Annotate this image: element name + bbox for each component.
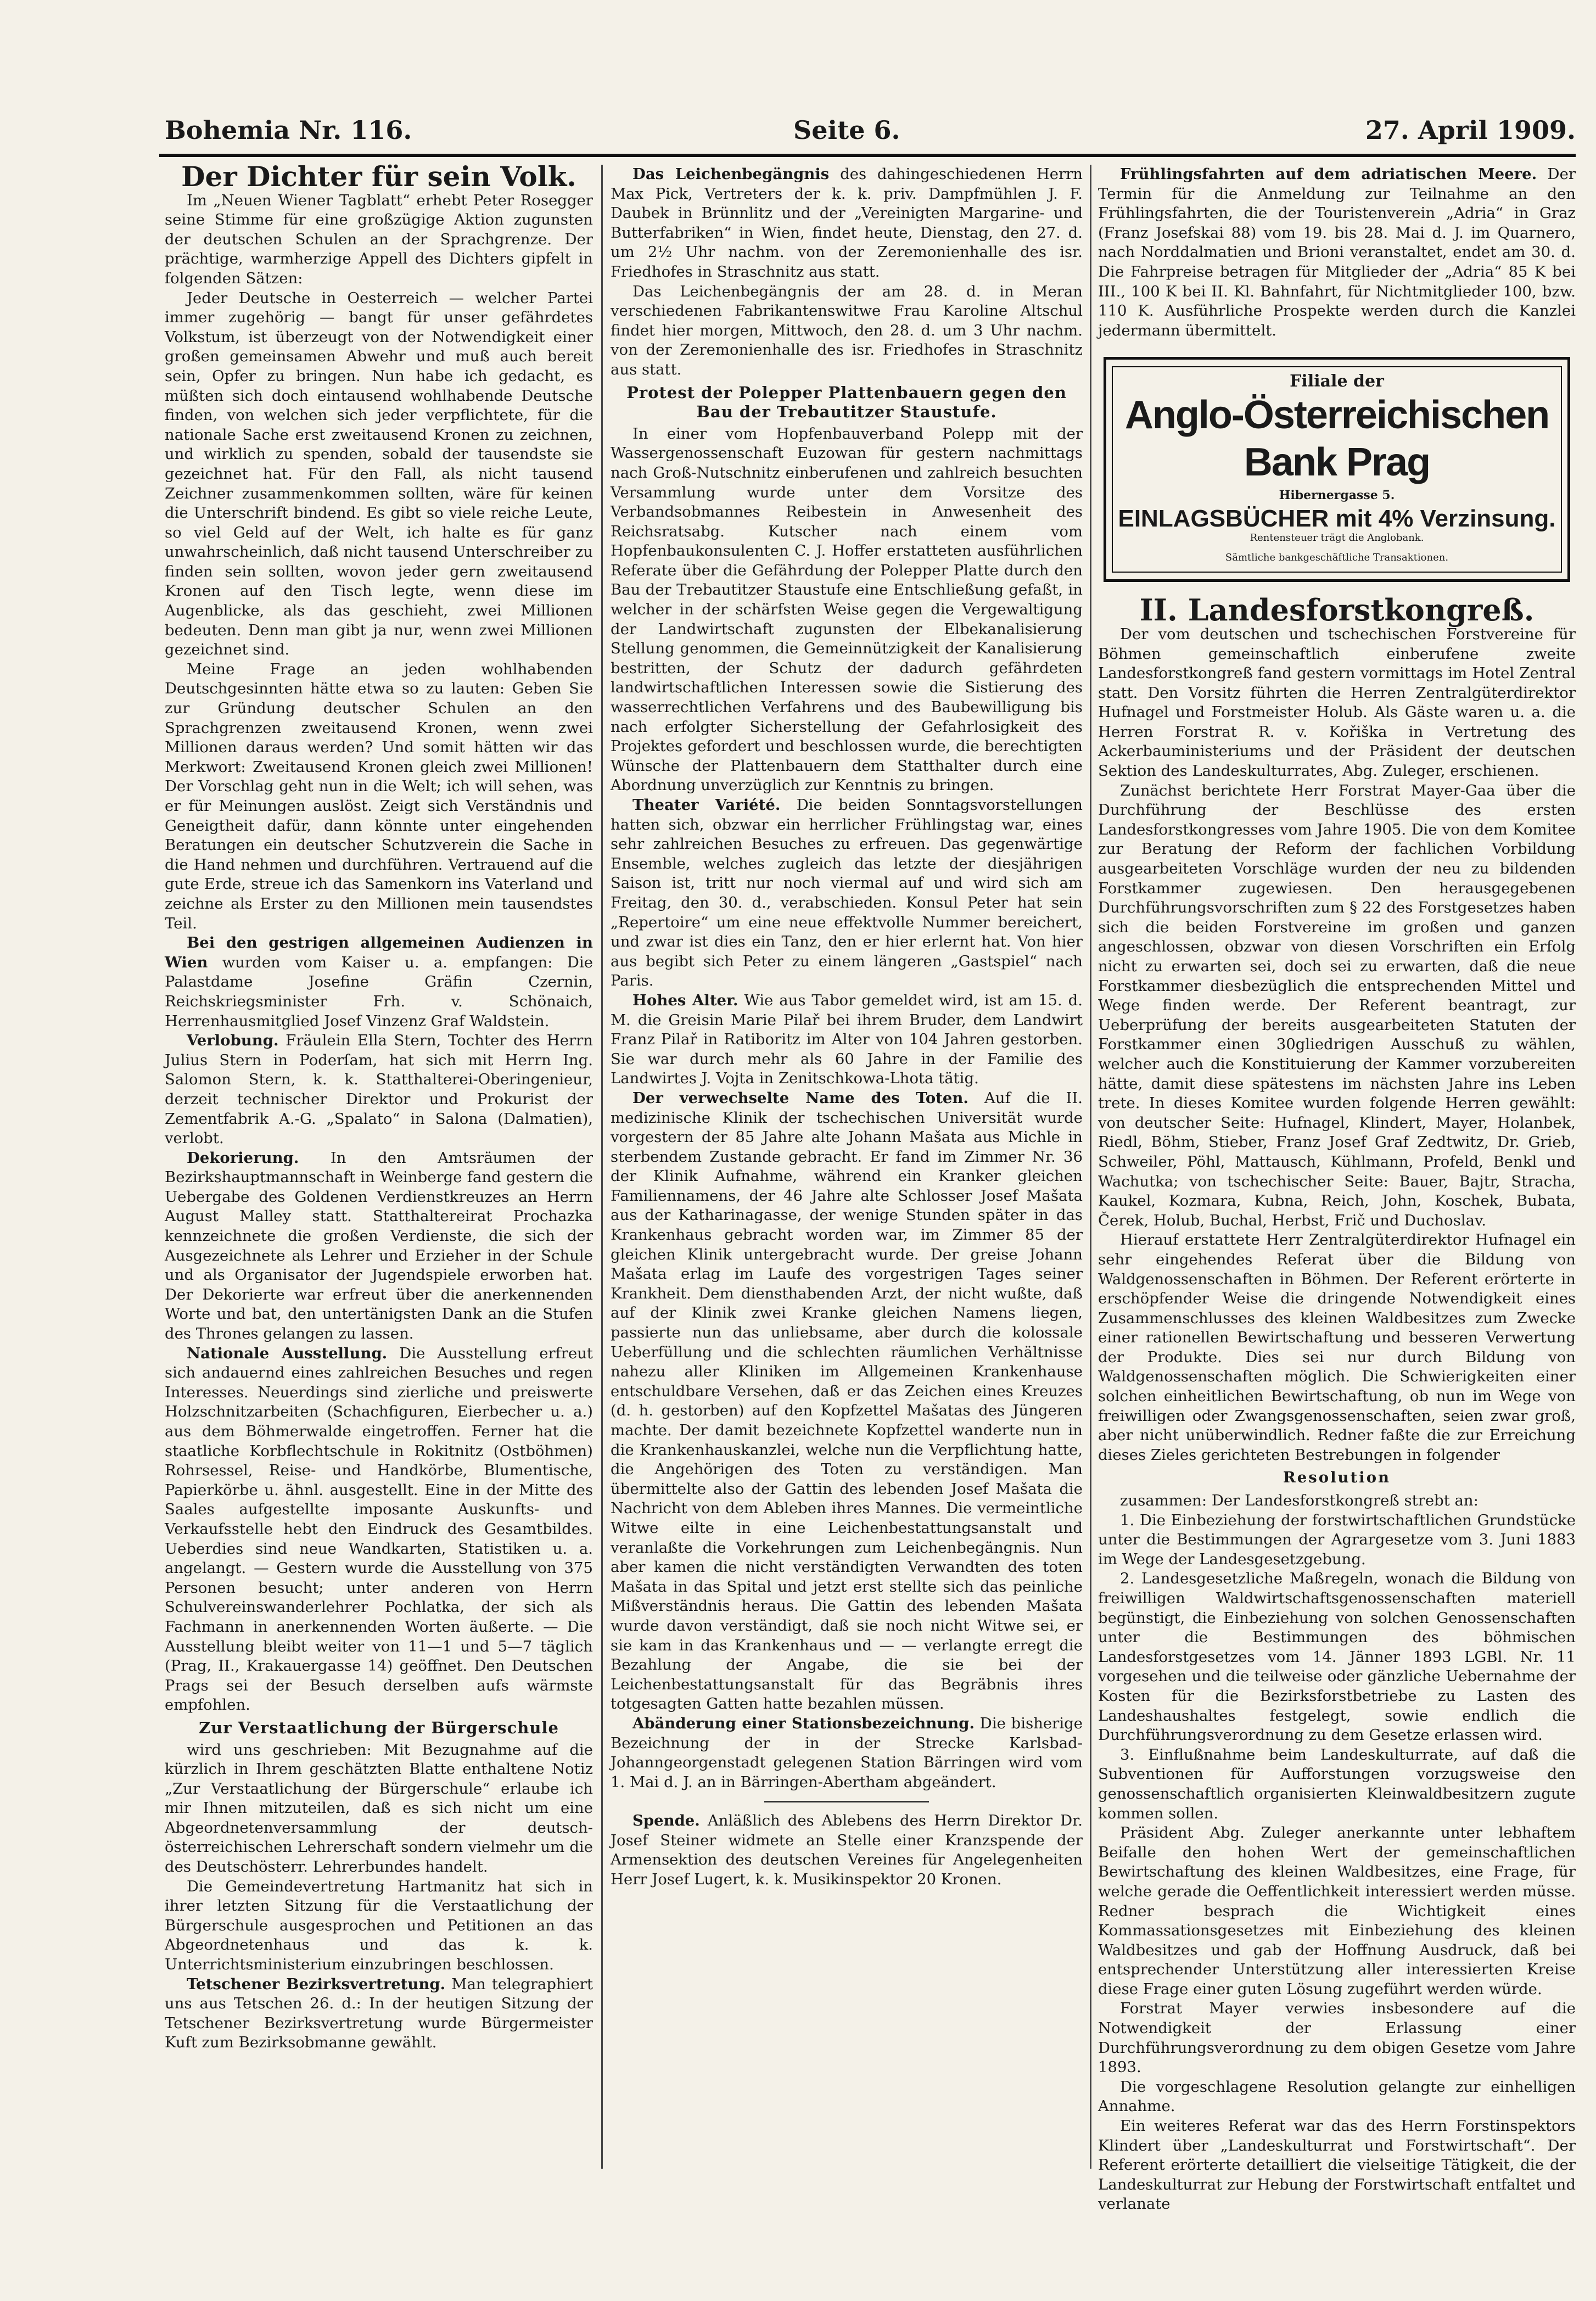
news-item: Bei den gestrigen allgemeinen Audienzen in Wien wurden vom Kaiser u. a. empfangen: Die Palastdame Josefine Gräfin Czernin, Reichskriegsminister Frh. v. Schönaich, Herrenhausmitglied Josef Vinzenz Graf Waldstein. <box>165 934 593 1030</box>
paragraph: Die vorgeschlagene Resolution gelangte zur einhelligen Annahme. <box>1098 2078 1576 2115</box>
news-lead: Spende. <box>632 1812 700 1830</box>
ad-address: Hibernergasse 5. <box>1279 488 1395 502</box>
news-lead: Hohes Alter. <box>632 991 738 1009</box>
article-title: II. Landesforstkongreß. <box>1139 592 1535 628</box>
paragraph: Zunächst berichtete Herr Forstrat Mayer-Gaa über die Durchführung der Beschlüsse des ersten Landesforstkongresses vom Jahre 1905. Die von dem Komitee zur Beratung der Reform der fachlichen Vorbildung ausgearbeiteten Vorschläge wurden der neu zu bildenden Forstkammer zugewiesen. Den herausgegebenen Durchführungsvorschriften zum § 22 des Forstgesetzes haben sich die beiden Forstvereine im großen und ganzen angeschlossen, obzwar von diesen Vorschriften ein Erfolg nicht zu erwarten sei, doch sei zu erwarten, daß die neue Forstkammer diesbezüglich die entsprechenden Mittel und Wege finden werde. Der Referent beantragt, zur Ueberprüfung der bereits ausgearbeiteten Statuten der Forstkammer einen 30gliedrigen Ausschuß zu wählen, welcher auch die Konstituierung der Kammer vorzubereiten hätte, damit diese spätestens im nächsten Jahre ins Leben trete. In dieses Komitee wurden folgende Herren gewählt: von deutscher Seite: Hufnagel, Klindert, Mayer, Holanbek, Riedl, Böhm, Stieber, Franz Josef Graf Zedtwitz, Dr. Grieb, Schweiler, Pöhl, Mattausch, Kühlmann, Profeld, Benkl und Wachutka; von tschechischer Seite: Bauer, Bajtr, Stracha, Kaukel, Kozmara, Kubna, Reich, John, Koschek, Bubata, Čerek, Holub, Buchal, Herbst, Frič und Duchoslav. <box>1098 781 1576 1229</box>
list-item: 3. Einflußnahme beim Landeskulturrate, auf daß die Subventionen für Aufforstungen vorzugsweise den genossenschaftlich organisierten Kleinwaldbesitzern zugute kommen sollen. <box>1098 1745 1576 1822</box>
news-lead: Bei den gestrigen allgemeinen Audienzen in Wien <box>165 934 593 971</box>
news-lead: Theater Variété. <box>632 796 781 814</box>
resolution-heading: Resolution <box>1283 1469 1391 1487</box>
ad-frame <box>1112 366 1562 573</box>
news-lead: Tetschener Bezirksvertretung. <box>187 1975 446 1993</box>
paragraph: Forstrat Mayer verwies insbesondere auf die Notwendigkeit der Erlassung einer Durchführungsverordnung zu dem obigen Gesetze vom Jahre 1893. <box>1098 2000 1576 2076</box>
paragraph: Die Gemeindevertretung Hartmanitz hat sich in ihrer letzten Sitzung für die Verstaatlichung der Bürgerschule ausgesprochen und Petitionen an das Abgeordnetenhaus und das k. k. Unterrichtsministerium einzubringen beschlossen. <box>165 1877 593 1974</box>
paragraph: Präsident Abg. Zuleger anerkannte unter lebhaftem Beifalle den hohen Wert der gemeinschaftlichen Bewirtschaftung des kleinen Waldbesitzes, eine Frage, für welche gerade die Oeffentlichkeit interessiert werden müsse. Redner besprach die Wichtigkeit eines Kommassationsgesetzes mit Einbeziehung des kleinen Waldbesitzes und gab der Hoffnung Ausdruck, daß bei entsprechender Unterstützung aller interessierten Kreise diese Frage einer guten Lösung zugeführt werden würde. <box>1098 1824 1576 1998</box>
news-lead: Frühlingsfahrten auf dem adriatischen Meere. <box>1120 165 1537 183</box>
page-number: Seite 6. <box>793 115 900 145</box>
bank-advertisement <box>1104 357 1570 582</box>
news-lead: Der verwechselte Name des Toten. <box>632 1089 968 1107</box>
news-lead: Das Leichenbegängnis <box>632 165 830 183</box>
list-item: 1. Die Einbeziehung der forstwirtschaftlichen Grundstücke unter die Bestimmungen der Agrargesetze vom 3. Juni 1883 im Wege der Landesgesetzgebung. <box>1098 1511 1576 1568</box>
news-item: Spende. Anläßlich des Ablebens des Herrn Direktor Dr. Josef Steiner widmete an Stelle einer Kranzspende der Armensektion des deutschen Vereines für Angelegenheiten Herr Josef Lugert, k. k. Musikinspektor 20 Kronen. <box>611 1812 1083 1889</box>
ad-offer: EINLAGSBÜCHER mit 4% Verzinsung. <box>1118 505 1556 532</box>
news-item: Dekorierung. In den Amtsräumen der Bezirkshauptmannschaft in Weinberge fand gestern die Uebergabe des Goldenen Verdienstkreuzes an Herrn August Malley statt. Statthaltereirat Prochazka kennzeichnete die großen Verdienste, die sich der Ausgezeichnete als Lehrer und Erzieher in der Schule und als Organisator der Jugendspiele erworben hat. Der Dekorierte war erfreut über die anerkennenden Worte und bat, den untertänigsten Dank an die Stufen des Thrones gelangen zu lassen. <box>165 1149 593 1343</box>
page-header <box>165 115 1576 154</box>
paragraph: Ein weiteres Referat war das des Herrn Forstinspektors Klindert über „Landeskulturrat und Forstwirtschaft“. Der Referent erörterte detailliert die vielseitige Tätigkeit, die der Landeskulturrat zur Hebung der Forstwirtschaft entfaltet und verlanate <box>1098 2117 1576 2213</box>
news-item: Das Leichenbegängnis des dahingeschiedenen Herrn Max Pick, Vertreters der k. k. priv. Dampfmühlen J. F. Daubek in Brünnlitz und der „Vereinigten Margarine- und Butterfabriken“ in Wien, findet heute, Dienstag, den 27. d. um 2½ Uhr nachm. von der Zeremonienhalle des isr. Friedhofes in Straschnitz aus statt. <box>611 165 1083 281</box>
ad-branch-label: Filiale der <box>1290 372 1384 391</box>
list-item: 2. Landesgesetzliche Maßregeln, wonach die Bildung von freiwilligen Waldwirtschaftsgenossenschaften materiell begünstigt, die Einbeziehung von solchen Genossenschaften unter die Bestimmungen des böhmischen Landesforstgesetzes vom 14. Jänner 1893 LGBl. Nr. 11 vorgesehen und die teilweise oder gänzliche Uebernahme der Kosten für die Bezirksforstbetriebe zu Lasten des Landeshaushaltes festgelegt, sowie endlich die Durchführungsverordnung zu dem Gesetze erlassen wird. <box>1098 1570 1576 1744</box>
issue-date: 27. April 1909. <box>1365 115 1576 145</box>
news-lead: Verlobung. <box>187 1032 279 1050</box>
news-item: Nationale Ausstellung. Die Ausstellung erfreut sich andauernd eines zahlreichen Besuches und regen Interesses. Neuerdings sind zierliche und preiswerte Holzschnitzarbeiten (Schachfiguren, Eierbecher u. a.) aus dem Böhmerwalde eingetroffen. Ferner hat die staatliche Korbflechtschule in Rokitnitz (Ostböhmen) Rohrsessel, Reise- und Handkörbe, Blumentische, Papierkörbe u. ähnl. ausgestellt. Eine in der Mitte des Saales aufgestellte imposante Auskunfts- und Verkaufsstelle hebt den Eindruck des Gesamtbildes. Ueberdies sind neue Wandkarten, Statistiken u. a. angelangt. — Gestern wurde die Ausstellung von 375 Personen besucht; unter anderen von Herrn Schulvereinswanderlehrer Pochlatka, der sich als Fachmann in anerkennenden Worten äußerte. — Die Ausstellung bleibt weiter von 11—1 und 5—7 täglich (Prag, II., Krakauergasse 14) geöffnet. Den Deutschen Prags sei der Besuch derselben aufs wärmste empfohlen. <box>165 1344 593 1714</box>
paragraph: wird uns geschrieben: Mit Bezugnahme auf die kürzlich in Ihrem geschätzten Blatte enthaltene Notiz „Zur Verstaatlichung der Bürgerschule“ erlaube ich mir Ihnen mitzuteilen, daß es sich nicht um eine Abgeordnetenversammlung der deutsch-österreichischen Lehrerschaft sondern vielmehr um die des Deutschösterr. Lehrerbundes handelt. <box>165 1740 593 1876</box>
paragraph: In einer vom Hopfenbauverband Polepp mit der Wassergenossenschaft Euzowan für gestern nachmittags nach Groß-Nutschnitz einberufenen und zahlreich besuchten Versammlung wurde unter dem Vorsitze des Verbandsobmannes Reibestein in Anwesenheit des Reichsratsabg. Kutscher nach einem vom Hopfenbaukonsulenten C. J. Hoffer erstatteten ausführlichen Referate über die Gefährdung der Polepper Platte durch den Bau der Trebautitzer Staustufe eine Entschließung gefaßt, in welcher in der schärfsten Weise gegen die Vergewaltigung der Landwirtschaft zugunsten der Elbekanalisierung Stellung genommen, die Gemeinnützigkeit der Kanalisierung bestritten, der Schutz der dadurch gefährdeten landwirtschaftlichen Interessen sowie die Sistierung des wasserrechtlichen Verfahrens und des Baubewilligung bis nach erfolgter Sicherstellung der Gefahrlosigkeit des Projektes gefordert und beschlossen wurde, die berechtigten Wünsche der Plattenbauern dem Statthalter durch eine Abordnung unverzüglich zur Kenntnis zu bringen. <box>611 424 1083 794</box>
news-item: Hohes Alter. Wie aus Tabor gemeldet wird, ist am 15. d. M. die Greisin Marie Pilař bei ihrem Bruder, dem Landwirt Franz Pilař in Ratiboritz im Alter von 104 Jahren gestorben. Sie war durch mehr als 60 Jahre in der Familie des Landwirtes J. Vojta in Zenitschkowa-Lhota tätig. <box>611 991 1083 1088</box>
news-lead: Abänderung einer Stationsbezeichnung. <box>632 1714 975 1732</box>
paragraph: Meine Frage an jeden wohlhabenden Deutschgesinnten hätte etwa so zu lauten: Geben Sie zur Gründung deutscher Schulen an den Sprachgrenzen zweitausend Kronen, wenn zwei Millionen daraus werden? Und somit hätten wir das Merkwort: Zweitausend Kronen gleich zwei Millionen! Der Vorschlag geht nun in die Welt; ich will sehen, was er für Meinungen auslöst. Zeigt sich Verständnis und Geneigtheit dafür, dann könnte unter eingehenden Beratungen ein deutscher Schutzverein die Sache in die Hand nehmen und durchführen. Vertrauend auf die gute Erde, streue ich das Samenkorn ins Vaterland und zeichne als Erster zu den Millionen mein tausendstes Teil. <box>165 660 593 932</box>
news-item: Tetschener Bezirksvertretung. Man telegraphiert uns aus Tetschen 26. d.: In der heutigen Sitzung der Tetschener Bezirksvertretung wurde Bürgermeister Kuft zum Bezirksobmanne gewählt. <box>165 1975 593 2052</box>
newspaper-issue: Bohemia Nr. 116. <box>165 115 412 145</box>
column-divider <box>601 165 603 2169</box>
news-lead: Nationale Ausstellung. <box>187 1344 388 1362</box>
article-title: Der Dichter für sein Volk. <box>181 160 576 193</box>
paragraph: Jeder Deutsche in Oesterreich — welcher Partei immer zugehörig — bangt für unser gefährdetes Volkstum, ist überzeugt von der Notwendigkeit einer großen gemeinsamen Abwehr und muß auch bereit sein, Opfer zu bringen. Nun habe ich gedacht, es müßten sich doch eintausend wohlhabende Deutsche finden, von welchen sich jeder verpflichtete, für die nationale Sache erst zweitausend Kronen zu zeichnen, und wirklich zu spenden, sobald der tausendste sie gezeichnet hat. Für den Fall, als nicht tausend Zeichner zusammenkommen sollten, wäre für keinen die Unterschrift bindend. Es gibt so viele reiche Leute, so viel Geld auf der Welt, ich halte es für ganz unwahrscheinlich, daß nicht tausend Unterschreiber zu finden sein sollten, wovon jeder gern zweitausend Kronen auf den Tisch legte, wenn diese im Augenblicke, als das geschieht, zwei Millionen bedeuten. Denn man gibt ja nur, wenn zwei Millionen gezeichnet sind. <box>165 289 593 659</box>
header-rule <box>159 154 1576 157</box>
column-2 <box>611 165 1083 2174</box>
column-divider <box>1090 165 1091 2169</box>
news-lead: Dekorierung. <box>187 1149 299 1167</box>
column-3 <box>1098 165 1576 2213</box>
paragraph: Das Leichenbegängnis der am 28. d. in Meran verschiedenen Fabrikantenswitwe Frau Karoline Altschul findet hier morgen, Mittwoch, den 28. d. um 3 Uhr nachm. von der Zeremonienhalle des isr. Friedhofes in Straschnitz aus statt. <box>611 282 1083 378</box>
paragraph: Der vom deutschen und tschechischen Forstvereine für Böhmen gemeinschaftlich einberufene zweite Landesforstkongreß fand gestern vormittags im Hotel Zentral statt. Den Vorsitz führten die Herren Zentralgüterdirektor Hufnagel und Forstmeister Holub. Als Gäste waren u. a. die Herren Forstrat R. v. Kořiška in Vertretung des Ackerbauministeriums und der Präsident der deutschen Sektion des Landeskulturrates, Abg. Zuleger, erschienen. <box>1098 625 1576 780</box>
ad-note: Rentensteuer trägt die Anglobank. <box>1250 532 1424 544</box>
paragraph: Im „Neuen Wiener Tagblatt“ erhebt Peter Rosegger seine Stimme für eine großzügige Aktion zugunsten der deutschen Schulen an der Sprachgrenze. Der prächtige, warmherzige Appell des Dichters gipfelt in folgenden Sätzen: <box>165 191 593 287</box>
news-item: Verlobung. Fräulein Ella Stern, Tochter des Herrn Julius Stern in Poderſam, hat sich mit Herrn Ing. Salomon Stern, k. k. Statthalterei-Oberingenieur, derzeit technischer Direktor und Prokurist der Zementfabrik A.-G. „Spalato“ in Salona (Dalmatien), verlobt. <box>165 1032 593 1147</box>
news-item: Der verwechselte Name des Toten. Auf die II. medizinische Klinik der tschechischen Universität wurde vorgestern der 85 Jahre alte Johann Mašata aus Michle in sterbendem Zustande gebracht. Er fand im Zimmer Nr. 36 der Klinik Aufnahme, während ein Kranker gleichen Familiennamens, der 46 Jahre alte Schlosser Josef Mašata aus der Katharinagasse, der wenige Stunden später in das Krankenhaus gebracht worden war, im Zimmer 85 der gleichen Klinik untergebracht wurde. Der greise Johann Mašata erlag im Laufe des vorgestrigen Tages seiner Krankheit. Dem diensthabenden Arzt, der nicht wußte, daß auf der Klinik zwei Kranke gleichen Namens liegen, passierte nun das unliebsame, aber durch die kolossale Ueberfüllung und die schlechten räumlichen Verhältnisse nahezu aller Kliniken im Allgemeinen Krankenhause entschuldbare Versehen, daß er das Zeichen eines Kreuzes (d. h. gestorben) auf den Kopfzettel Mašatas des Jüngeren machte. Der damit bezeichnete Kopfzettel wanderte nun in die Krankenhauskanzlei, welche nun die Verpflichtung hatte, die Angehörigen des Toten zu verständigen. Man übermittelte also der Gattin des lebenden Josef Mašata die Nachricht von dem Ableben ihres Mannes. Die vermeintliche Witwe eilte in eine Leichenbestattungsanstalt und veranlaßte die Vorkehrungen zum Leichenbegängnis. Nun aber kamen die nicht verständigten Verwandten des toten Mašata in das Spital und jetzt erst stellte sich das peinliche Mißverständnis heraus. Die Gattin des lebenden Mašata wurde davon verständigt, daß sie noch nicht Witwe sei, er sie kam in das Krankenhaus und — — verlangte erregt die Bezahlung der Angabe, die sie bei der Leichenbestattungsanstalt für das Begräbnis ihres totgesagten Gatten hatte bezahlen müssen. <box>611 1089 1083 1713</box>
ad-bank-name: Anglo-Österreichischen Bank Prag <box>1124 393 1549 484</box>
news-item: Abänderung einer Stationsbezeichnung. Die bisherige Bezeichnung der in der Strecke Karlsbad-Johanngeorgenstadt gelegenen Station Bärringen wird vom 1. Mai d. J. an in Bärringen-Abertham abgeändert. <box>611 1714 1083 1791</box>
subheading: Protest der Polepper Plattenbauern gegen den Bau der Trebautitzer Staustufe. <box>626 383 1067 422</box>
news-item: Theater Variété. Die beiden Sonntagsvorstellungen hatten sich, obzwar ein herrlicher Frühlingstag war, eines sehr zahlreichen Besuches zu erfreuen. Das gegenwärtige Ensemble, welches zugleich das letzte der diesjährigen Saison ist, tritt nur noch viermal auf und wird sich am Freitag, den 30. d., verabschieden. Konsul Peter hat sein „Repertoire“ um eine neue effektvolle Nummer bereichert, und zwar ist dies ein Tanz, den er hier erlernt hat. Von hier aus begibt sich Peter zu einem längeren „Gastspiel“ nach Paris. <box>611 796 1083 990</box>
news-item: Frühlingsfahrten auf dem adriatischen Meere. Der Termin für die Anmeldung zur Teilnahme an den Frühlingsfahrten, die der Touristenverein „Adria“ in Graz (Franz Josefskai 88) vom 19. bis 28. Mai d. J. im Quarnero, nach Norddalmatien und Brioni veranstaltet, endet am 30. d. Die Fahrpreise betragen für Mitglieder der „Adria“ 85 K bei III., 100 K bei II. Kl. Bahnfahrt, für Nichtmitglieder 100, bzw. 110 K. Ausführliche Prospekte werden durch die Kanzlei jedermann übermittelt. <box>1098 165 1576 339</box>
paragraph: Hierauf erstattete Herr Zentralgüterdirektor Hufnagel ein sehr eingehendes Referat über die Bildung von Waldgenossenschaften in Böhmen. Der Referent erörterte in erschöpfender Weise die dringende Notwendigkeit eines Zusammenschlusses des kleinen Waldbesitzes zum Zwecke einer rationellen Bewirtschaftung und besseren Verwertung der Produkte. Dies sei nur durch Bildung von Waldgenossenschaften möglich. Die Schwierigkeiten einer solchen einheitlichen Bewirtschaftung, ob nun im Wege von freiwilligen oder Zwangsgenossenschaften, seien zwar groß, aber nicht unüberwindlich. Redner faßte die zur Erreichung dieses Zieles gerichteten Bestrebungen in folgender <box>1098 1231 1576 1464</box>
column-1 <box>165 160 593 2174</box>
paragraph: zusammen: Der Landesforstkongreß strebt an: <box>1120 1492 1479 1510</box>
ad-note: Sämtliche bankgeschäftliche Transaktionen. <box>1225 551 1449 563</box>
section-divider <box>764 1801 929 1802</box>
subheading: Zur Verstaatlichung der Bürgerschule <box>199 1718 559 1737</box>
